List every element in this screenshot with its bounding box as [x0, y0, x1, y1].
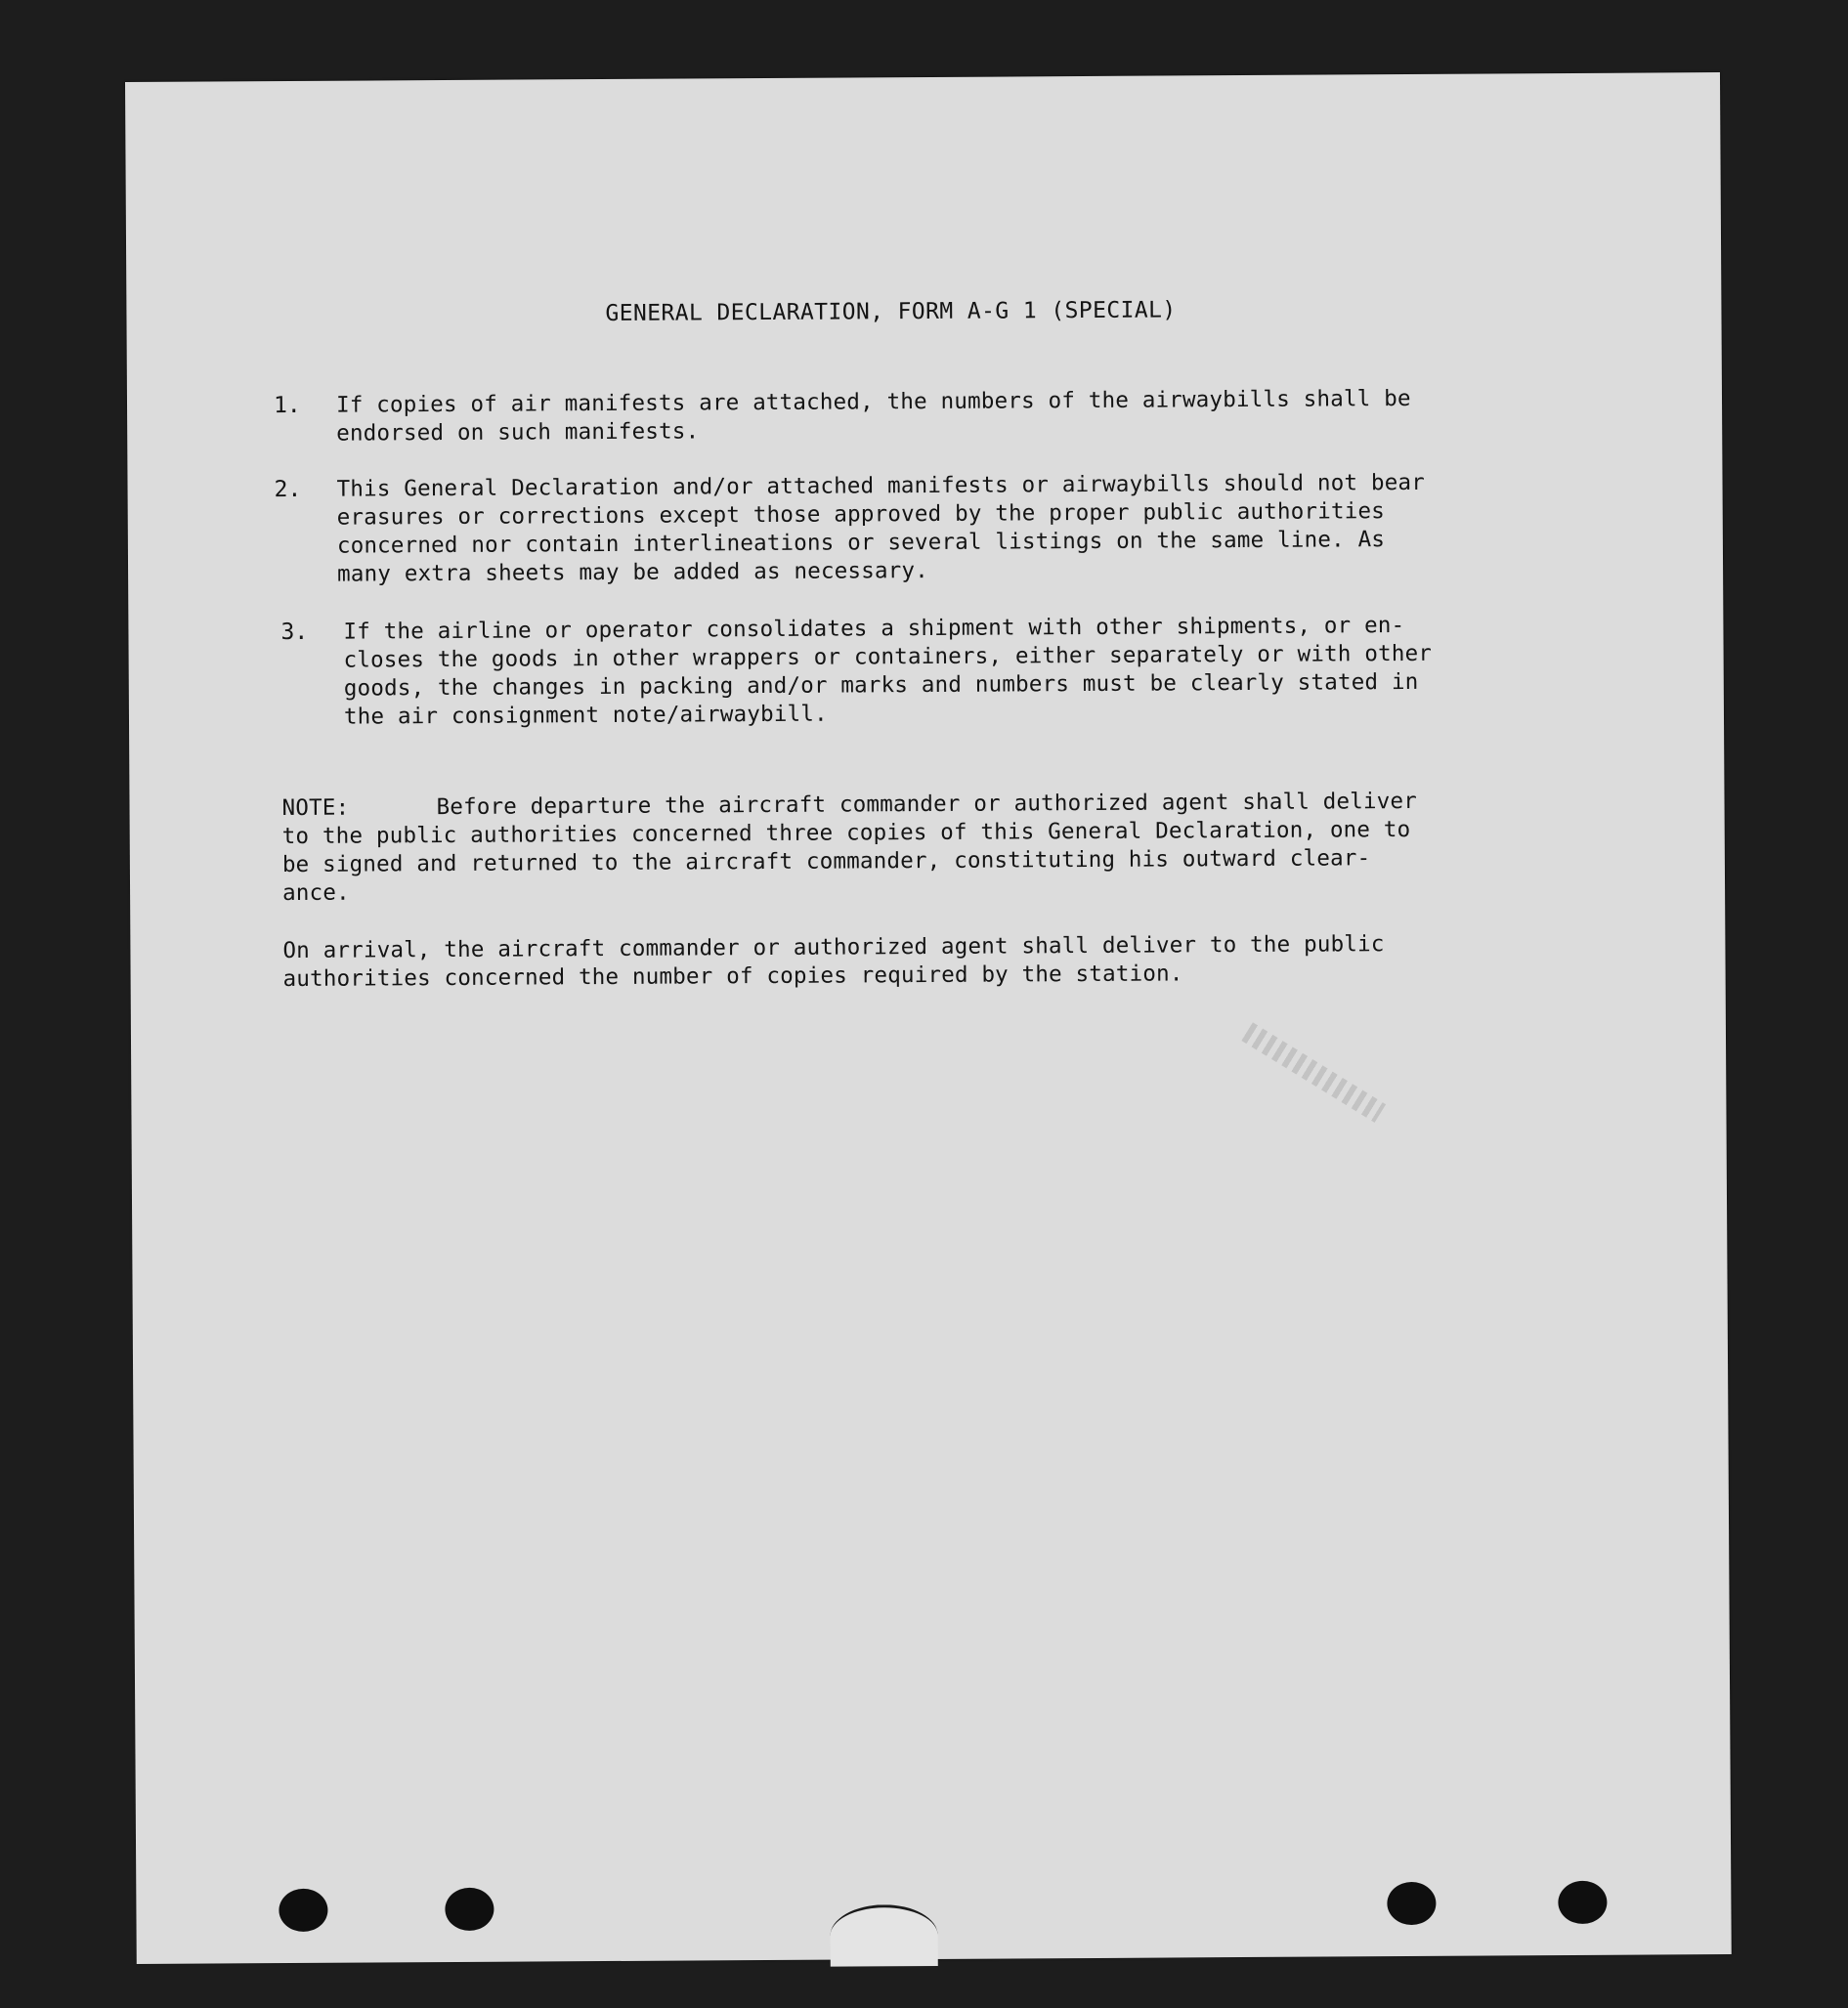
text-line: If copies of air manifests are attached, the numbers of the airwaybills shall be — [335, 385, 1411, 418]
punch-hole-icon — [1558, 1881, 1607, 1924]
text-line: erasures or corrections except those approved by the proper public authorities — [336, 498, 1385, 531]
arrival-paragraph — [282, 930, 1385, 994]
punch-hole-icon — [279, 1889, 327, 1932]
paper-tear-mark — [830, 1904, 937, 1967]
document-title: GENERAL DECLARATION, FORM A-G 1 (SPECIAL) — [605, 297, 1177, 327]
list-item-text — [336, 385, 1411, 449]
text-line: to the public authorities concerned three copies of this General Declaration, one to — [281, 816, 1411, 850]
text-line: If the airline or operator consolidates a shipment with other shipments, or en- — [343, 613, 1405, 645]
text-line: concerned nor contain interlineations or several listings on the same line. As — [336, 527, 1386, 559]
note-paragraph — [281, 788, 1417, 908]
text-line: closes the goods in other wrappers or containers, either separately or with other — [343, 640, 1433, 673]
text-line: many extra sheets may be added as necessary. — [337, 557, 928, 587]
text-line: authorities concerned the number of copies required by the station. — [282, 961, 1183, 993]
text-line: This General Declaration and/or attached manifests or airwaybills should not bear — [336, 469, 1426, 502]
text-line: ance. — [281, 879, 350, 907]
list-item-text — [336, 469, 1425, 589]
punch-hole-icon — [445, 1888, 494, 1931]
list-item-1 — [273, 384, 1612, 447]
text-line: be signed and returned to the aircraft commander, constituting his outward clear- — [281, 845, 1371, 878]
document-page — [125, 72, 1732, 1964]
faint-stamp-mark — [1241, 1022, 1386, 1123]
list-item-2 — [274, 468, 1612, 587]
list-item-text — [343, 612, 1432, 732]
text-line: endorsed on such manifests. — [336, 418, 700, 447]
list-item-number: 1. — [273, 392, 301, 419]
list-item-number: 3. — [280, 619, 309, 646]
list-item-number: 2. — [274, 476, 302, 503]
note-label: NOTE: — [281, 794, 350, 822]
text-line: goods, the changes in packing and/or marks and numbers must be clearly stated in — [343, 668, 1419, 702]
text-line: the air consignment note/airwaybill. — [343, 701, 828, 730]
text-line: On arrival, the aircraft commander or authorized agent shall deliver to the public — [282, 931, 1385, 964]
punch-hole-icon — [1387, 1882, 1436, 1925]
note-line-text: Before departure the aircraft commander or authorized agent shall deliver — [436, 788, 1418, 821]
list-item-3 — [280, 611, 1619, 730]
